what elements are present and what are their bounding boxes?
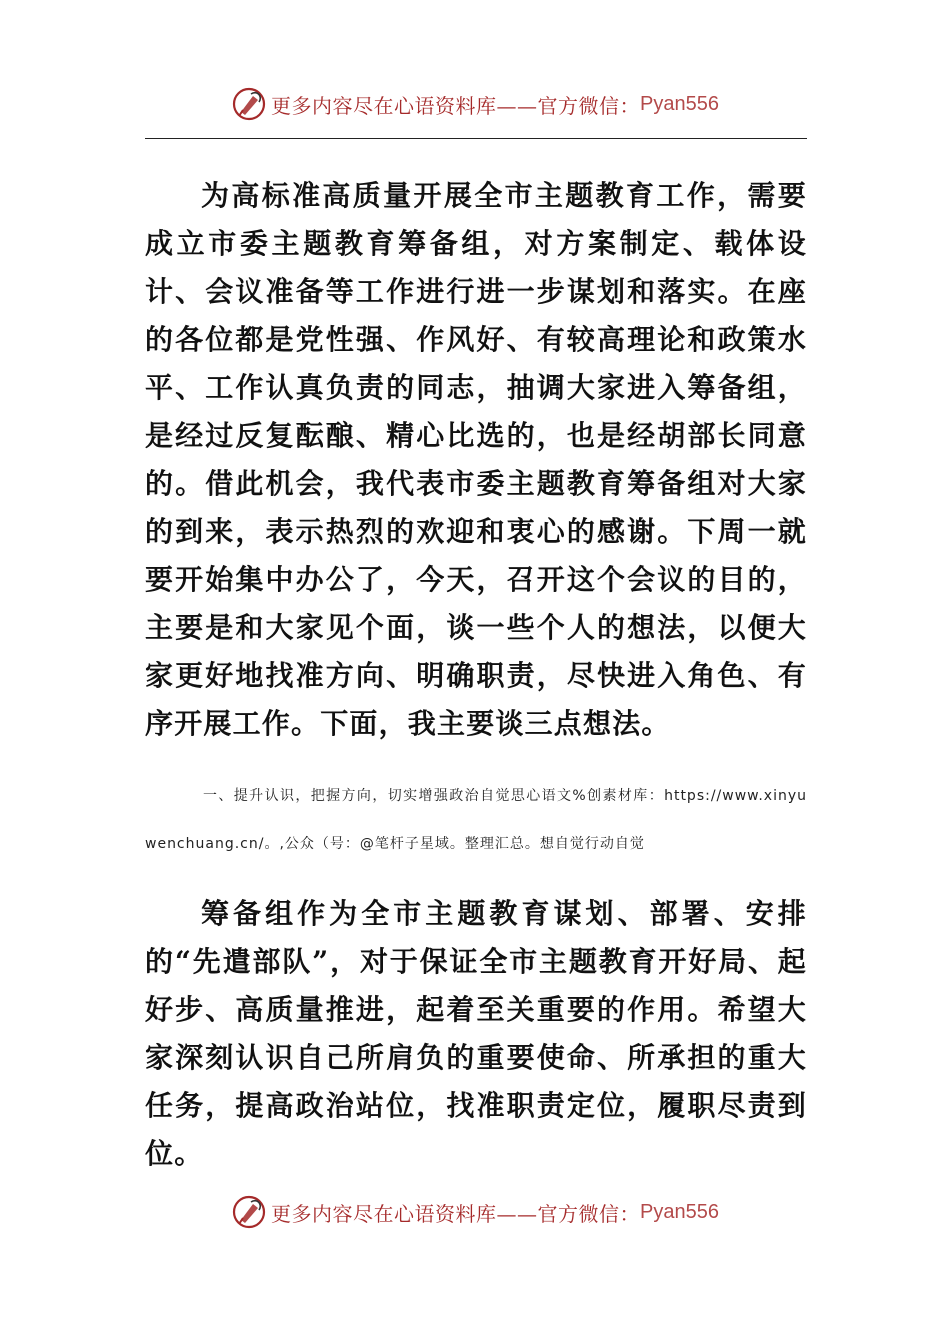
pen-nib-logo-icon (231, 86, 267, 122)
document-body (145, 172, 807, 1178)
body-paragraph: 筹备组作为全市主题教育谋划、部署、安排的“先遣部队”，对于保证全市主题教育开好局、起好步、高质量推进，起着至关重要的作用。希望大家深刻认识自己所肩负的重要使命、所承担的重大任务，提高政治站位，找准职责定位，履职尽责到位。 (145, 897, 807, 1170)
pen-nib-logo-icon (231, 1194, 267, 1230)
footer-banner-text: 更多内容尽在心语资料库——官方微信： (271, 1201, 641, 1226)
header-banner (0, 80, 950, 128)
header-wechat-id: Pyan556 (640, 92, 719, 115)
section-heading: 一、提升认识，把握方向，切实增强政治自觉思心语文%创素材库：https://www.xinyuwenchuang.cn/。,公众（号：@笔杆子星域。整理汇总。想自觉行动自觉 (145, 788, 807, 852)
header-divider (145, 138, 807, 139)
footer-banner (0, 1188, 950, 1236)
intro-paragraph: 为高标准高质量开展全市主题教育工作，需要成立市委主题教育筹备组，对方案制定、载体设计、会议准备等工作进行进一步谋划和落实。在座的各位都是党性强、作风好、有较高理论和政策水平、工作认真负责的同志，抽调大家进入筹备组，是经过反复酝酿、精心比选的，也是经胡部长同意的。借此机会，我代表市委主题教育筹备组对大家的到来，表示热烈的欢迎和衷心的感谢。下周一就要开始集中办公了，今天，召开这个会议的目的，主要是和大家见个面，谈一些个人的想法，以便大家更好地找准方向、明确职责，尽快进入角色、有序开展工作。下面，我主要谈三点想法。 (145, 179, 807, 740)
footer-wechat-id: Pyan556 (640, 1200, 719, 1223)
header-banner-text: 更多内容尽在心语资料库——官方微信： (271, 93, 641, 118)
